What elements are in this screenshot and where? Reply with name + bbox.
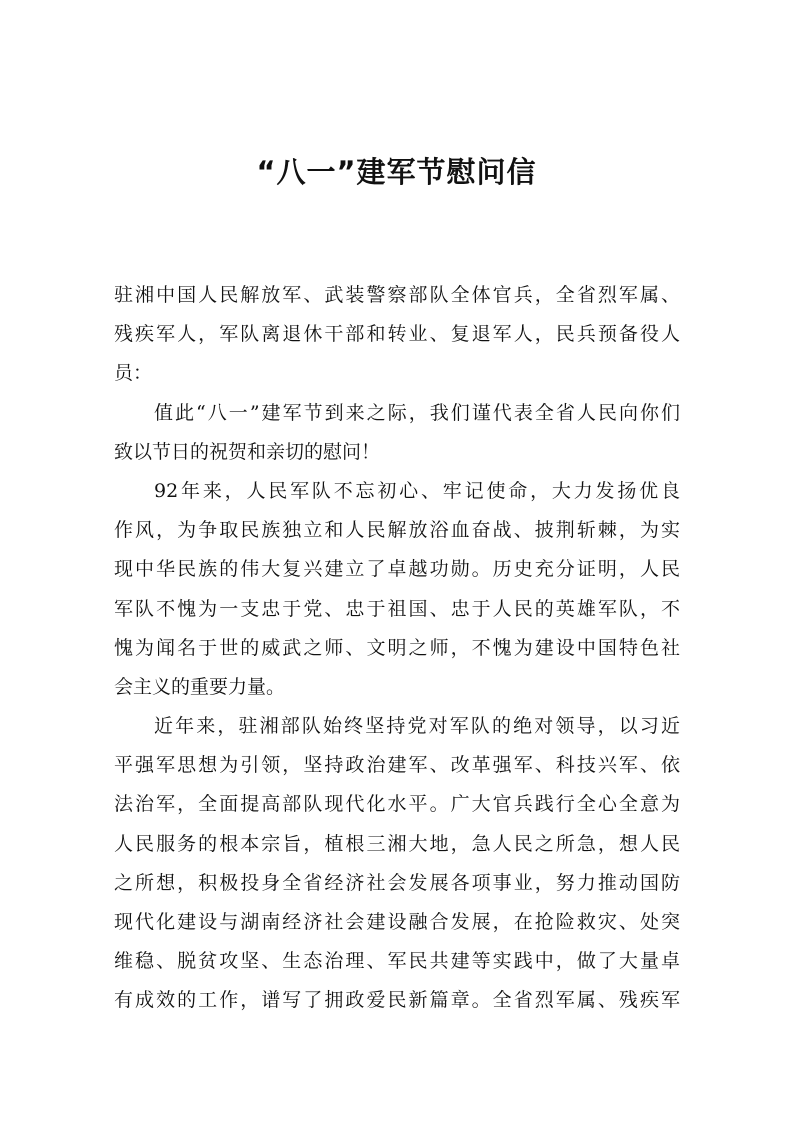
text-line: 军队不愧为一支忠于党、忠于祖国、忠于人民的英雄军队，不 [114,597,680,620]
text-line: 员： [114,362,153,385]
paragraph [114,707,680,1021]
text-line: 现代化建设与湖南经济社会建设融合发展，在抢险救灾、处突 [114,911,680,933]
letter-body [114,276,680,1021]
text-line: 法治军，全面提高部队现代化水平。广大官兵践行全心全意为 [114,793,680,816]
text-line: 人民服务的根本宗旨，植根三湘大地，急人民之所急，想人民 [114,832,680,855]
text-line: 近年来，驻湘部队始终坚持党对军队的绝对领导，以习近 [154,715,680,738]
text-line: 维稳、脱贫攻坚、生态治理、军民共建等实践中，做了大量卓 [114,950,680,973]
text-line: 平强军思想为引领，坚持政治建军、改革强军、科技兴军、依 [114,754,680,777]
text-line: 之所想，积极投身全省经济社会发展各项事业，努力推动国防 [114,871,680,894]
text-line: 会主义的重要力量。 [114,675,286,698]
text-line: 残疾军人，军队离退休干部和转业、复退军人，民兵预备役人 [114,323,680,346]
text-line: 现中华民族的伟大复兴建立了卓越功勋。历史充分证明，人民 [114,558,680,581]
text-line: 作风，为争取民族独立和人民解放浴血奋战、披荆斩棘，为实 [114,519,680,542]
paragraph [114,394,680,472]
paragraph [114,472,680,707]
text-line: 驻湘中国人民解放军、武装警察部队全体官兵，全省烈军属、 [114,284,680,306]
document-title: “八一”建军节慰问信 [256,155,537,189]
text-line: 致以节日的祝贺和亲切的慰问！ [114,440,381,463]
text-line: 有成效的工作，谱写了拥政爱民新篇章。全省烈军属、残疾军 [114,989,680,1012]
text-line: 愧为闻名于世的威武之师、文明之师，不愧为建设中国特色社 [114,636,680,659]
text-line: 92年来，人民军队不忘初心、牢记使命，大力发扬优良 [154,479,680,502]
text-line: 值此“八一”建军节到来之际，我们谨代表全省人民向你们 [154,401,680,424]
paragraph [114,276,680,394]
